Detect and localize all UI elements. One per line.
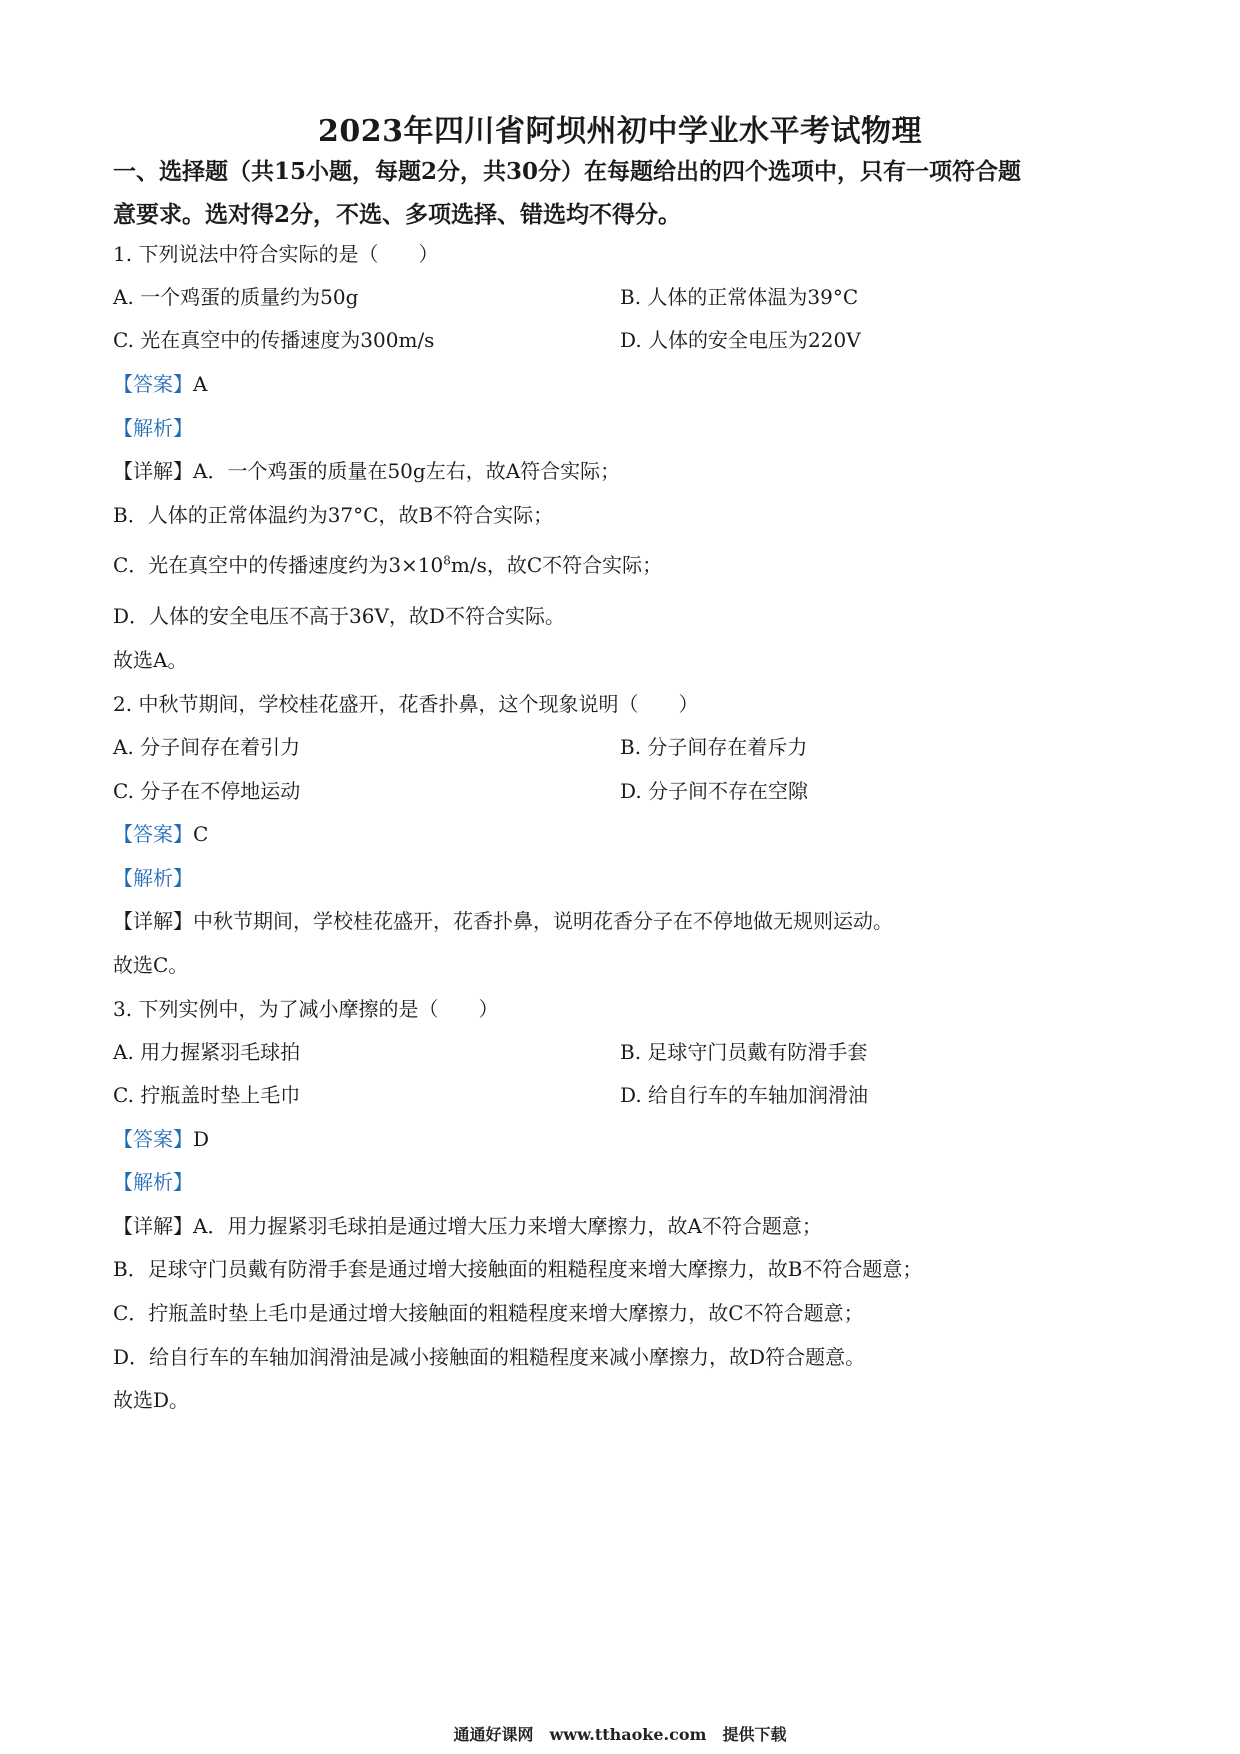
q1-stem: 1. 下列说法中符合实际的是（ ） [113,242,439,266]
detail-text: A．一个鸡蛋的质量在50g左右，故A符合实际； [193,459,621,483]
detail-text: A．用力握紧羽毛球拍是通过增大压力来增大摩擦力，故A不符合题意； [193,1214,822,1238]
detail-label: 【详解】 [113,459,193,483]
q3-analysis-label: 【解析】 [113,1170,193,1194]
q1-detail-b: B．人体的正常体温约为37°C，故B不符合实际； [113,503,554,527]
answer-label: 【答案】 [113,372,193,396]
q1-answer [113,370,207,398]
answer-label: 【答案】 [113,822,193,846]
q3-answer [113,1125,209,1153]
q3-option-c: C. 拧瓶盖时垫上毛巾 [113,1083,301,1107]
detail-c-suffix: ，故C不符合实际； [486,553,663,577]
q2-answer [113,820,208,848]
q2-option-d: D. 分子间不存在空隙 [620,779,809,803]
q3-detail-a [113,1212,822,1240]
q2-conclusion: 故选C。 [113,953,189,977]
section-heading-line1: 一、选择题（共15小题，每题2分，共30分）在每题给出的四个选项中，只有一项符合题 [113,158,1022,185]
q3-conclusion: 故选D。 [113,1388,190,1412]
detail-text: 中秋节期间，学校桂花盛开，花香扑鼻，说明花香分子在不停地做无规则运动。 [193,909,893,933]
q2-option-a: A. 分子间存在着引力 [113,735,301,759]
q3-option-b: B. 足球守门员戴有防滑手套 [620,1040,868,1064]
q2-detail [113,907,893,935]
detail-label: 【详解】 [113,1214,193,1238]
formula-unit: m/s [450,553,487,577]
q1-detail-d: D．人体的安全电压不高于36V，故D不符合实际。 [113,604,565,628]
formula-base: 3×10 [388,553,444,577]
answer-value: D [193,1127,210,1151]
q3-detail-d: D．给自行车的车轴加润滑油是减小接触面的粗糙程度来减小摩擦力，故D符合题意。 [113,1345,866,1369]
q2-option-c: C. 分子在不停地运动 [113,779,301,803]
q1-conclusion: 故选A。 [113,648,188,672]
q3-detail-b: B．足球守门员戴有防滑手套是通过增大接触面的粗糙程度来增大摩擦力，故B不符合题意； [113,1257,923,1281]
q2-stem: 2. 中秋节期间，学校桂花盛开，花香扑鼻，这个现象说明（ ） [113,692,699,716]
q1-option-d: D. 人体的安全电压为220V [620,328,861,352]
detail-label: 【详解】 [113,909,193,933]
page-title: 2023年四川省阿坝州初中学业水平考试物理 [318,114,922,149]
q1-option-b: B. 人体的正常体温为39°C [620,285,859,309]
q3-option-d: D. 给自行车的车轴加润滑油 [620,1083,869,1107]
q3-stem: 3. 下列实例中，为了减小摩擦的是（ ） [113,997,499,1021]
q2-option-b: B. 分子间存在着斥力 [620,735,808,759]
q3-option-a: A. 用力握紧羽毛球拍 [113,1040,301,1064]
q3-detail-c: C．拧瓶盖时垫上毛巾是通过增大接触面的粗糙程度来增大摩擦力，故C不符合题意； [113,1301,864,1325]
answer-value: A [193,372,208,396]
formula-exponent: 8 [443,553,451,568]
q1-option-a: A. 一个鸡蛋的质量约为50g [113,285,359,309]
answer-value: C [193,822,209,846]
section-heading-line2: 意要求。选对得2分，不选、多项选择、错选均不得分。 [113,201,682,228]
detail-c-prefix: C．光在真空中的传播速度约为 [113,553,389,577]
answer-label: 【答案】 [113,1127,193,1151]
q1-option-c: C. 光在真空中的传播速度为300m/s [113,328,435,352]
page-footer: 通通好课网 www.tthaoke.com 提供下载 [453,1725,787,1744]
q1-detail-c [113,551,662,579]
q1-detail-a [113,457,620,485]
q2-analysis-label: 【解析】 [113,866,193,890]
q1-analysis-label: 【解析】 [113,416,193,440]
